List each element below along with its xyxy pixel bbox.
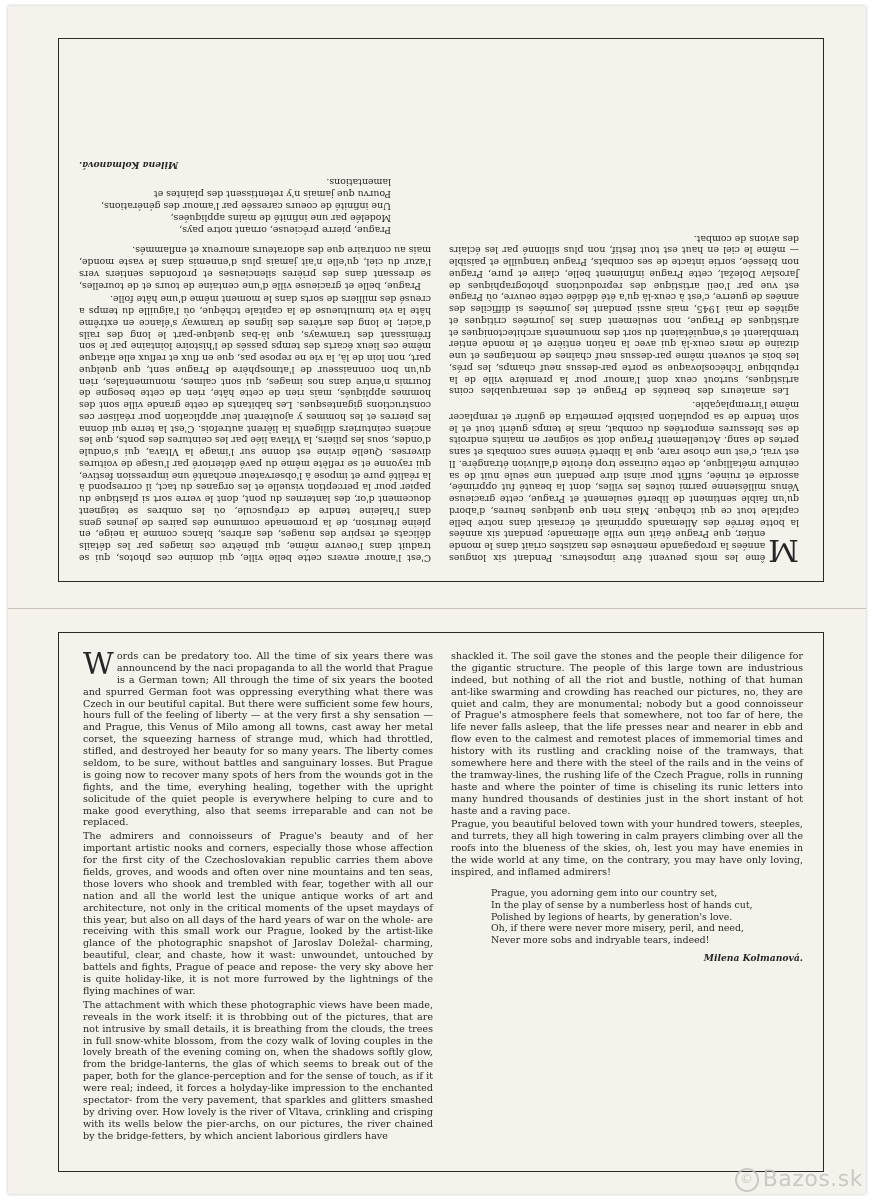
english-poem-line: Polished by legions of hearts, by generation's love. (491, 911, 733, 923)
english-signature: Milena Kolmanová. (703, 953, 803, 965)
english-paragraph-continued: shackled it. The soil gave the stones and the people their diligence for the gigantic structure. The people of this large town are industrious indeed, but nothing of all the riot and bustle, nothing of that human ant-like swarming and crowding has reached our pictures, no, they are quiet and calm, they are monumental; nobody but a good connoisseur of Prague's atmosphere feels that somewhere, not too far of here, the life never falls asleep, that the life presses near and nearer in ebb and flow even to the calmest and remotest places of immemorial times and history with its rustling and crackling noise of the tramways, that somewhere here and there with the steel of the rails and in the veins of the tramway-lines, the rushing life of the Czech Prague, rolls in running haste and where the pointer of time is chiseling its runic letters into many hundred thousands of destinies just in the short instant of hot haste and a raving pace. (451, 651, 803, 817)
french-poem (79, 176, 391, 235)
french-paragraph: Prague, belle et gracieuse ville d'une centaine de tours et de tourelles, se dressant dans des prières silencieuses et profondes sentiers vers l'azur du ciel, qu'elle n'ait jamais plus d'ennemis dans le vaste monde, mais au contraire que des adorateurs amoureux et enflammés. (79, 244, 431, 291)
french-dropcap: M (768, 532, 799, 567)
english-column-right (451, 651, 803, 965)
french-column-left (449, 230, 799, 567)
copyright-icon: © (735, 1168, 759, 1192)
english-paragraph: Prague, you beautiful beloved town with your hundred towers, steeples, and turrets, they all high towering in calm prayers climbing over all the roofs into the blueness of the skies, oh, lest you may have enemies in the wide world at any time, on the contrary, you may have only loving, inspired, and inflamed admirers! (451, 819, 803, 879)
english-text-panel (58, 632, 824, 1172)
english-paragraph: Words can be predatory too. All the time of six years there was announcend by the naci propaganda to all the world that Prague is a German town; All through the time of six years the booted and spurred German foot was oppressing everything what there was Czech in our beutiful capital. But there were sufficient some few hours, hours full of the feeling of liberty — at the very first a shy sensation — and Prague, this Venus of Milo among all towns, cast away her metal corset, the squeezing harness of strange mud, which had throttled, stifled, and destroyed her beauty for so many years. The liberty comes seldom, to be sure, without battles and sanguinary losses. But Prague is going now to recover many spots of hers from the wounds got in the fights, and the time, everyhing healing, together with the upright solicitude of the quiet people is everywhere helping to cure and to make good everything, also that seems irreparable and can not be replaced. (83, 647, 433, 829)
french-column-right (79, 158, 431, 563)
english-poem-line: Oh, if there were never more misery, peril, and need, (491, 923, 744, 935)
french-paragraph: Les amateurs des beautés de Prague et des remarquables coins artistiques, surtout ceux dont l'amour pour la première ville de la république Tchécoslovaque se porte par-dessus neuf champs, les prés, les bois et souvent même par-dessus neuf chaînes de montagnes et une dizaine de mers ceux-là qui avec la nation entière et le monde entier tremblaient et s'enquiétaient du sort des monuments architectoniques et artistiques de Prague, non seulement dans les journées critiques et agitées de mai 1945, mais aussi pendant les journées si difficiles des années de guerre, c'est à ceux-là qu'a été dédiée cette oeuvre, où Prague est vue par l'oeil artistique des reproductions photographiques de Jaroslav Doležal, cette Prague infiniment belle, claire et pure, Prague non blessée, sortie intacte de ses combats, Prague tranquille et paisible — même le ciel en haut est tout festif, non plus sillonné par les éclairs des avions de combat. (449, 232, 799, 397)
french-poem-line: Modelée par une infinité de mains appliquées, (170, 211, 391, 223)
english-paragraph: The admirers and connoisseurs of Prague's beauty and of her important artistic nooks and corners, especially those whose affection for the first city of the Czechoslovakian republic carries them above fields, groves, and woods and often over nine mountains and ten seas, those lovers who shook and trembled with fear, together with all our nation and all the world lest the unique antique works of art and architecture, not only in the critical moments of the upset maydays of this year, but also on all days of the hard years of war on the whole- are receiving with this small work our Prague, looked by the artist-like glance of the photographic snapshot of Jaroslav Doležal- charming, beautiful, clear, and chaste, how it wast: unwoundet, untouched by battels and fights, Prague of peace and repose- the very sky above her is quite holiday-like, it is not more furrowed by the lightnings of the flying machines of war. (83, 831, 433, 997)
bazos-watermark (735, 1167, 863, 1192)
french-signature: Milena Kolmanová. (79, 158, 179, 170)
english-poem-line: Never more sobs and indryable tears, indeed! (491, 935, 710, 947)
english-poem (491, 888, 803, 947)
french-poem-line: lamentations. (326, 176, 391, 188)
french-paragraph: M ême les mots peuvent être imposteurs. Pendant six longues années la propagande menteuse des nazistes criait dans le monde entier, que Prague était une ville allemande; pendant six années la botte ferrée des Allemands opprimait et écrasait dans notre belle capitale tout ce qui tchèque. Mais rien que quelques heures, d'abord qu'un faible sentiment de liberté seulement et Prague, cette gracieuse Vénus millésienne parmi toutes les villes, dont la beauté fut opprimée, assordie et ruinée, suffit pour ainsi dire pendant une seule nuit de sa ceinture métallique, de cette cuirasse trop étroite d'alluvion étrangère. Il est vrai, c'est une chose rare, que la liberté vienne sans combats et sans pertes de sang. Actuellement Prague doit se soigner en maints endroits de ses blessures emportées du combat, mais le temps guérit tout et le soin tendre de sa population paisible permettra de guérir et remplacer même l'irremplaçable. (449, 399, 799, 567)
french-text-panel (58, 38, 824, 582)
english-poem-line: Prague, you adorning gem into our country set, (491, 887, 718, 899)
french-poem-line: Pourvu que jamais n'y retentissent des plaintes et (153, 188, 391, 200)
french-paragraph: C'est l'amour envers cette belle ville, qui domine ces photos, qui se traduit dans l'oeuvre même, qui pénètre ces images par les détails délicats et respire des nuages, des arbres, blancs comme la neige, en pleine fleurison, de la promenade commune des paires de jeunes gens dans l'haleine tendre de crépuscule, où les ombres se teignent doucement d'or, des lanternes du pont, dont le verre sort si plastique du papier pour la perception visuelle et les organes du tact, il correspond à la réalité pure et impose à l'observateur enchanté une impression festive, qui rayonne et se reflète même du pavé déterioré par l'usage de voitures diverses. Quelle divine est donne sur l'image la Vltava, qui s'ondule d'ondes, sous les piliers, la Vltava liée par les ceintures des ponts, que les anciens ceinturiers diligents la lièrent autrefois. C'est la terre qui donna les pierres et les hommes y ajoutèrent leur application pour réaliser ces constructions gigantesques. Les habitants de cette grande ville sont des hommes appliqués, mais rien de cette hâte, rien de cette besogne de fourmis n'entre dans nos images, qui sont calmes, monumentales, rien qu'un bon connaisseur de l'atmosphère de Prague sent, que quelque part, non loin de là, la vie ne repose pas, que en flux et reflux elle attaque même ces lieux écarts des temps passés de l'histoire lointaine par le son frémissant des tramways, que là-bas quelque-part le long des rails d'acier, le long des artères des lignes de tramway s'élance en extrême hâte la vie tumultueuse de la capitale tchèque, où l'aiguille du temps a creusé des milliers de sorts dans le moment même d'une hâte folle. (79, 293, 431, 563)
watermark-text: Bazos.sk (762, 1167, 863, 1192)
english-column-left (83, 647, 433, 1145)
french-poem-line: Une infinité de coeurs caressée par l'amour des générations, (101, 200, 391, 212)
fold-line (8, 608, 866, 609)
english-dropcap: W (83, 647, 114, 682)
english-poem-line: In the play of sense by a numberless host of hands cut, (491, 899, 753, 911)
english-paragraph: The attachment with which these photographic views have been made, reveals in the work itself: it is throbbing out of the pictures, that are not intrusive by small details, it is breathing from the clouds, the trees in full snow-white blossom, from the cozy walk of loving couples in the lovely breath of the evening coming on, when the shadows softly glow, from the bridge-lanterns, the glas of which seems to break out of the paper, both for the glance-perception and for the sense of touch, as if it were real; indeed, it forces a holyday-like impression to the enchanted spectator- from the very pavement, that sparkles and glitters smashed by driving over. How lovely is the river of Vltava, crinkling and crisping with its wells below the pier-archs, on our pictures, the river chained by the bridge-fetters, by which ancient laborious girdlers have (83, 999, 433, 1142)
french-poem-line: Prague, pierre précieuse, ornant notre pays, (179, 223, 391, 235)
